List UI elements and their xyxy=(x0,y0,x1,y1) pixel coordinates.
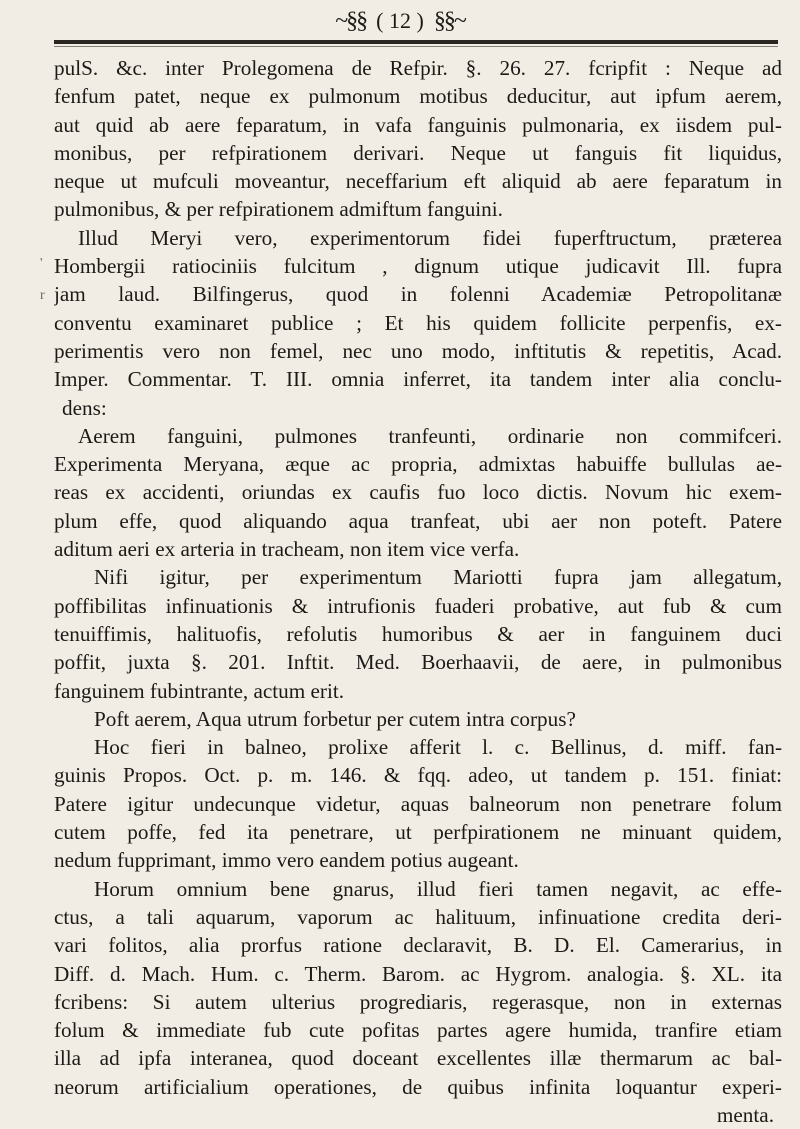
text-line: Imper. Commentar. T. III. omnia inferret, ita tandem inter alia conclu- xyxy=(54,367,782,392)
text-line: nedum fupprimant, immo vero eandem potius augeant. xyxy=(54,848,519,873)
text-line: Nifi igitur, per experimentum Mariotti fupra jam allegatum, xyxy=(94,565,782,590)
text-line: jam laud. Bilfingerus, quod in folenni Academiæ Petropolitanæ xyxy=(54,282,782,307)
text-line: Hombergii ratiociniis fulcitum , dignum utique judicavit Ill. fupra xyxy=(54,254,782,279)
page-header xyxy=(0,8,800,34)
text-line: poffit, juxta §. 201. Inftit. Med. Boerhaavii, de aere, in pulmonibus xyxy=(54,650,782,675)
text-line: pulS. &c. inter Prolegomena de Refpir. §. 26. 27. fcripfit : Neque ad xyxy=(54,56,782,80)
text-line: pulmonibus, & per refpirationem admiftum fanguini. xyxy=(54,197,503,222)
header-rule xyxy=(54,40,778,44)
ornament-left: ~§§ xyxy=(335,7,367,34)
text-line: aditum aeri ex arteria in tracheam, non item vice verfa. xyxy=(54,537,520,562)
text-line: fanguinem fubintrante, actum erit. xyxy=(54,678,345,703)
text-line: ctus, a tali aquarum, vaporum ac halituum, infinuatione credita deri- xyxy=(54,904,782,929)
text-line: aut quid ab aere feparatum, in vafa fanguinis pulmonaria, ex iisdem pul- xyxy=(54,112,782,137)
text-line: Poft aerem, Aqua utrum forbetur per cutem intra corpus? xyxy=(94,706,576,731)
text-line: guinis Propos. Oct. p. m. 146. & fqq. adeo, ut tandem p. 151. finiat: xyxy=(54,763,782,788)
text-line: reas ex accidenti, oriundas ex caufis fuo loco dictis. Novum hic exem- xyxy=(54,480,782,505)
ornament-right: §§~ xyxy=(433,7,465,34)
text-line: dens: xyxy=(62,395,107,420)
text-body xyxy=(54,54,782,1129)
text-line: Horum omnium bene gnarus, illud fieri tamen negavit, ac effe- xyxy=(94,876,782,901)
text-line: Illud Meryi vero, experimentorum fidei fuperftructum, præterea xyxy=(78,225,782,250)
page-number: ( 12 ) xyxy=(376,8,424,33)
text-line: Aerem fanguini, pulmones tranfeunti, ordinarie non commifceri. xyxy=(78,423,782,448)
text-line: Hoc fieri in balneo, prolixe afferit l. c. Bellinus, d. miff. fan- xyxy=(94,735,782,760)
header-rule-thin xyxy=(54,46,778,47)
text-line: neorum artificialium operationes, de quibus infinita loquantur experi- xyxy=(54,1074,782,1099)
text-line: Experimenta Meryana, æque ac propria, admixtas habuiffe bullulas ae- xyxy=(54,452,782,477)
text-line: tenuiffimis, halituofis, refolutis humoribus & aer in fanguinem duci xyxy=(54,621,782,646)
text-line: fcribens: Si autem ulterius progrediaris, regerasque, non in externas xyxy=(54,989,782,1014)
text-line: illa ad ipfa interanea, quod doceant excellentes illæ thermarum ac bal- xyxy=(54,1046,782,1071)
text-line: conventu examinaret publice ; Et his quidem follicite perpenfis, ex- xyxy=(54,310,782,335)
text-line: perimentis vero non femel, nec uno modo, inftitutis & repetitis, Acad. xyxy=(54,338,782,363)
text-line: poffibilitas infinuationis & intrufionis fuaderi probative, aut fub & cum xyxy=(54,593,782,618)
text-line: fenfum patet, neque ex pulmonum motibus deducitur, aut ipfum aerem, xyxy=(54,84,782,109)
text-line: vari folitos, alia prorfus ratione declaravit, B. D. El. Camerarius, in xyxy=(54,933,782,958)
margin-mark: ' xyxy=(40,256,43,271)
text-line: folum & immediate fub cute pofitas partes agere humida, tranfire etiam xyxy=(54,1018,782,1043)
text-line: Diff. d. Mach. Hum. c. Therm. Barom. ac Hygrom. analogia. §. XL. ita xyxy=(54,961,782,986)
text-line: plum effe, quod aliquando aqua tranfeat, ubi aer non poteft. Patere xyxy=(54,508,782,533)
text-line: neque ut mufculi moveantur, neceffarium eft aliquid ab aere feparatum in xyxy=(54,169,782,194)
text-line: cutem poffe, fed ita penetrare, ut perfpirationem ne minuant quidem, xyxy=(54,820,782,845)
margin-mark: r xyxy=(40,288,45,303)
text-line: monibus, per refpirationem derivari. Neque ut fanguis fit liquidus, xyxy=(54,140,782,165)
catchword: menta. xyxy=(716,1102,774,1127)
text-line: Patere igitur undecunque videtur, aquas balneorum non penetrare folum xyxy=(54,791,782,816)
